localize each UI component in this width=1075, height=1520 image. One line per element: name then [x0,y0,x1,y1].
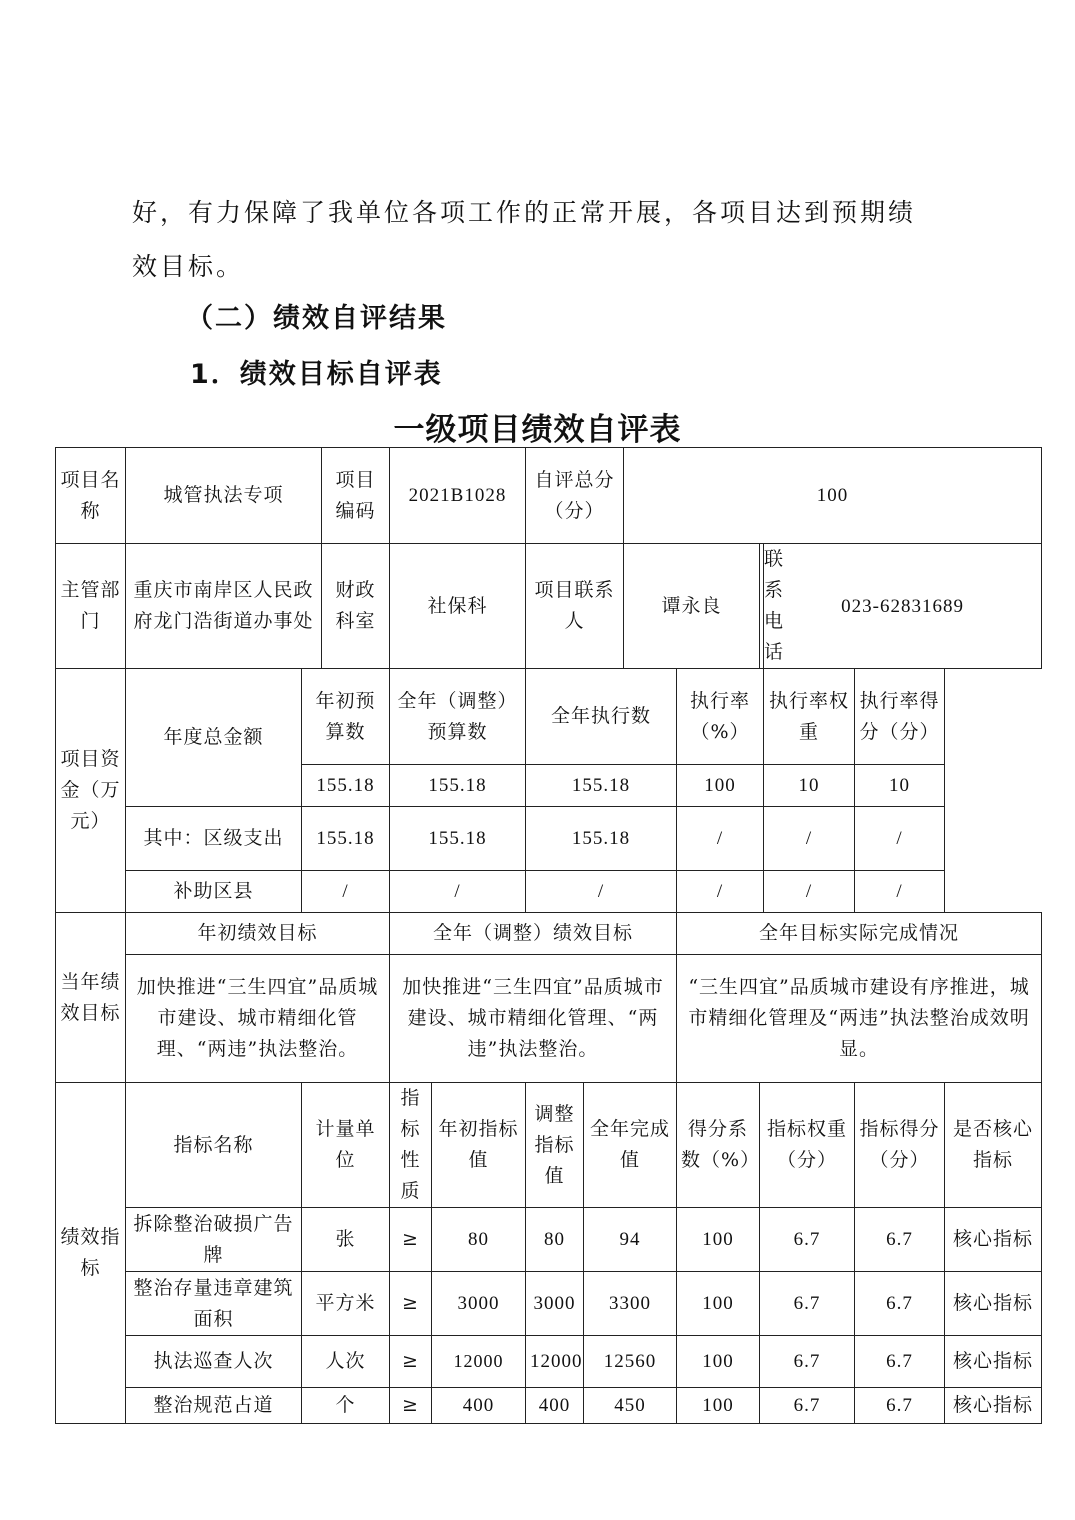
table-cell: / [764,807,855,871]
table-cell: 12560 [584,1336,677,1388]
table-cell: 100 [677,1208,760,1272]
table-row [56,1388,1042,1424]
indicator-header: 指标得分（分） [855,1083,945,1208]
table-cell: 6.7 [760,1388,855,1424]
table-cell: 整治存量违章建筑面积 [126,1272,302,1336]
indicator-header: 得分系数（%） [677,1083,760,1208]
table-row [56,544,1042,669]
funds-header-weight: 执行率权重 [764,669,855,765]
table-cell: 执法巡查人次 [126,1336,302,1388]
section-heading: （二）绩效自评结果 [186,303,447,334]
funds-header-adjusted: 全年（调整）预算数 [390,669,526,765]
table-cell: 6.7 [855,1272,945,1336]
table-cell: ≥ [390,1208,432,1272]
table-cell: 100 [677,1388,760,1424]
phone-value: 023-62831689 [764,544,1042,669]
table-cell: 155.18 [390,765,526,807]
indicator-header: 计量单位 [302,1083,390,1208]
table-cell: 12000 [526,1336,584,1388]
table-cell: / [677,807,764,871]
table-cell: / [302,871,390,913]
goals-label: 当年绩效目标 [56,913,126,1083]
funds-label: 项目资金（万元） [56,669,126,913]
table-cell: 6.7 [760,1208,855,1272]
table-cell: 100 [677,1272,760,1336]
table-cell: / [855,871,945,913]
table-row [56,448,1042,544]
funds-header-rate: 执行率（%） [677,669,764,765]
table-cell: ≥ [390,1336,432,1388]
table-cell: 6.7 [760,1336,855,1388]
table-cell: 3300 [584,1272,677,1336]
district-expense-label: 其中：区级支出 [126,807,302,871]
table-cell: 6.7 [855,1336,945,1388]
table-cell: 3000 [432,1272,526,1336]
sub-heading: 1．绩效目标自评表 [190,359,443,390]
body-paragraph-line-2: 效目标。 [132,252,245,281]
project-code-value: 2021B1028 [390,448,526,544]
table-cell: 400 [526,1388,584,1424]
table-cell: 核心指标 [945,1336,1042,1388]
table-cell: 平方米 [302,1272,390,1336]
phone-label: 联系电话 [760,544,764,669]
funds-header-score: 执行率得分（分） [855,669,945,765]
table-row [56,1208,1042,1272]
dept-label: 主管部门 [56,544,126,669]
indicator-header: 指标名称 [126,1083,302,1208]
table-cell: 155.18 [526,765,677,807]
table-cell: 155.18 [302,807,390,871]
table-row [56,669,1042,765]
self-score-value: 100 [624,448,1042,544]
indicator-header: 是否核心指标 [945,1083,1042,1208]
table-cell: 155.18 [390,807,526,871]
funds-header-executed: 全年执行数 [526,669,677,765]
finance-office-value: 社保科 [390,544,526,669]
self-score-label: 自评总分（分） [526,448,624,544]
table-cell: 核心指标 [945,1208,1042,1272]
table-cell: 6.7 [855,1388,945,1424]
table-cell: 400 [432,1388,526,1424]
table-cell: / [764,871,855,913]
goals-header-actual: 全年目标实际完成情况 [677,913,1042,955]
finance-office-label: 财政科室 [322,544,390,669]
table-cell: 个 [302,1388,390,1424]
goals-header-adjusted: 全年（调整）绩效目标 [390,913,677,955]
table-row [56,955,1042,1083]
table-cell: 人次 [302,1336,390,1388]
table-title: 一级项目绩效自评表 [393,412,682,448]
table-cell: 整治规范占道 [126,1388,302,1424]
indicator-header: 调整指标值 [526,1083,584,1208]
table-cell: 12000 [432,1336,526,1388]
table-cell: 80 [526,1208,584,1272]
performance-self-evaluation-table [55,447,1042,1424]
contact-person-value: 谭永良 [624,544,760,669]
table-cell: 10 [764,765,855,807]
indicator-header: 指标性质 [390,1083,432,1208]
indicator-header: 指标权重（分） [760,1083,855,1208]
table-cell: ≥ [390,1272,432,1336]
table-cell: 张 [302,1208,390,1272]
table-row [56,807,1042,871]
table-cell: 94 [584,1208,677,1272]
table-cell: 3000 [526,1272,584,1336]
goal-actual-text: “三生四宜”品质城市建设有序推进，城市精细化管理及“两违”执法整治成效明显。 [677,955,1042,1083]
goal-initial-text: 加快推进“三生四宜”品质城市建设、城市精细化管理、“两违”执法整治。 [126,955,390,1083]
goal-adjusted-text: 加快推进“三生四宜”品质城市建设、城市精细化管理、“两违”执法整治。 [390,955,677,1083]
indicators-label: 绩效指标 [56,1083,126,1424]
table-cell: ≥ [390,1388,432,1424]
table-row [56,871,1042,913]
table-cell: 6.7 [855,1208,945,1272]
table-cell: / [390,871,526,913]
table-cell: 核心指标 [945,1272,1042,1336]
table-row [56,1083,1042,1208]
funds-header-initial: 年初预算数 [302,669,390,765]
table-cell: 10 [855,765,945,807]
goals-header-initial: 年初绩效目标 [126,913,390,955]
project-code-label: 项目编码 [322,448,390,544]
project-name-value: 城管执法专项 [126,448,322,544]
table-row [56,1272,1042,1336]
table-cell: 155.18 [302,765,390,807]
body-paragraph-line-1: 好，有力保障了我单位各项工作的正常开展，各项目达到预期绩 [132,198,917,227]
table-cell: 100 [677,765,764,807]
indicator-header: 全年完成值 [584,1083,677,1208]
funds-header-total: 年度总金额 [126,669,302,807]
table-cell: / [677,871,764,913]
table-cell: 拆除整治破损广告牌 [126,1208,302,1272]
dept-value: 重庆市南岸区人民政府龙门浩街道办事处 [126,544,322,669]
table-cell: 155.18 [526,807,677,871]
table-cell: / [855,807,945,871]
indicator-header: 年初指标值 [432,1083,526,1208]
table-row [56,1336,1042,1388]
table-row [56,913,1042,955]
contact-person-label: 项目联系人 [526,544,624,669]
table-cell: 100 [677,1336,760,1388]
table-cell: / [526,871,677,913]
project-name-label: 项目名称 [56,448,126,544]
table-cell: 6.7 [760,1272,855,1336]
subsidy-county-label: 补助区县 [126,871,302,913]
table-cell: 核心指标 [945,1388,1042,1424]
table-cell: 80 [432,1208,526,1272]
table-cell: 450 [584,1388,677,1424]
